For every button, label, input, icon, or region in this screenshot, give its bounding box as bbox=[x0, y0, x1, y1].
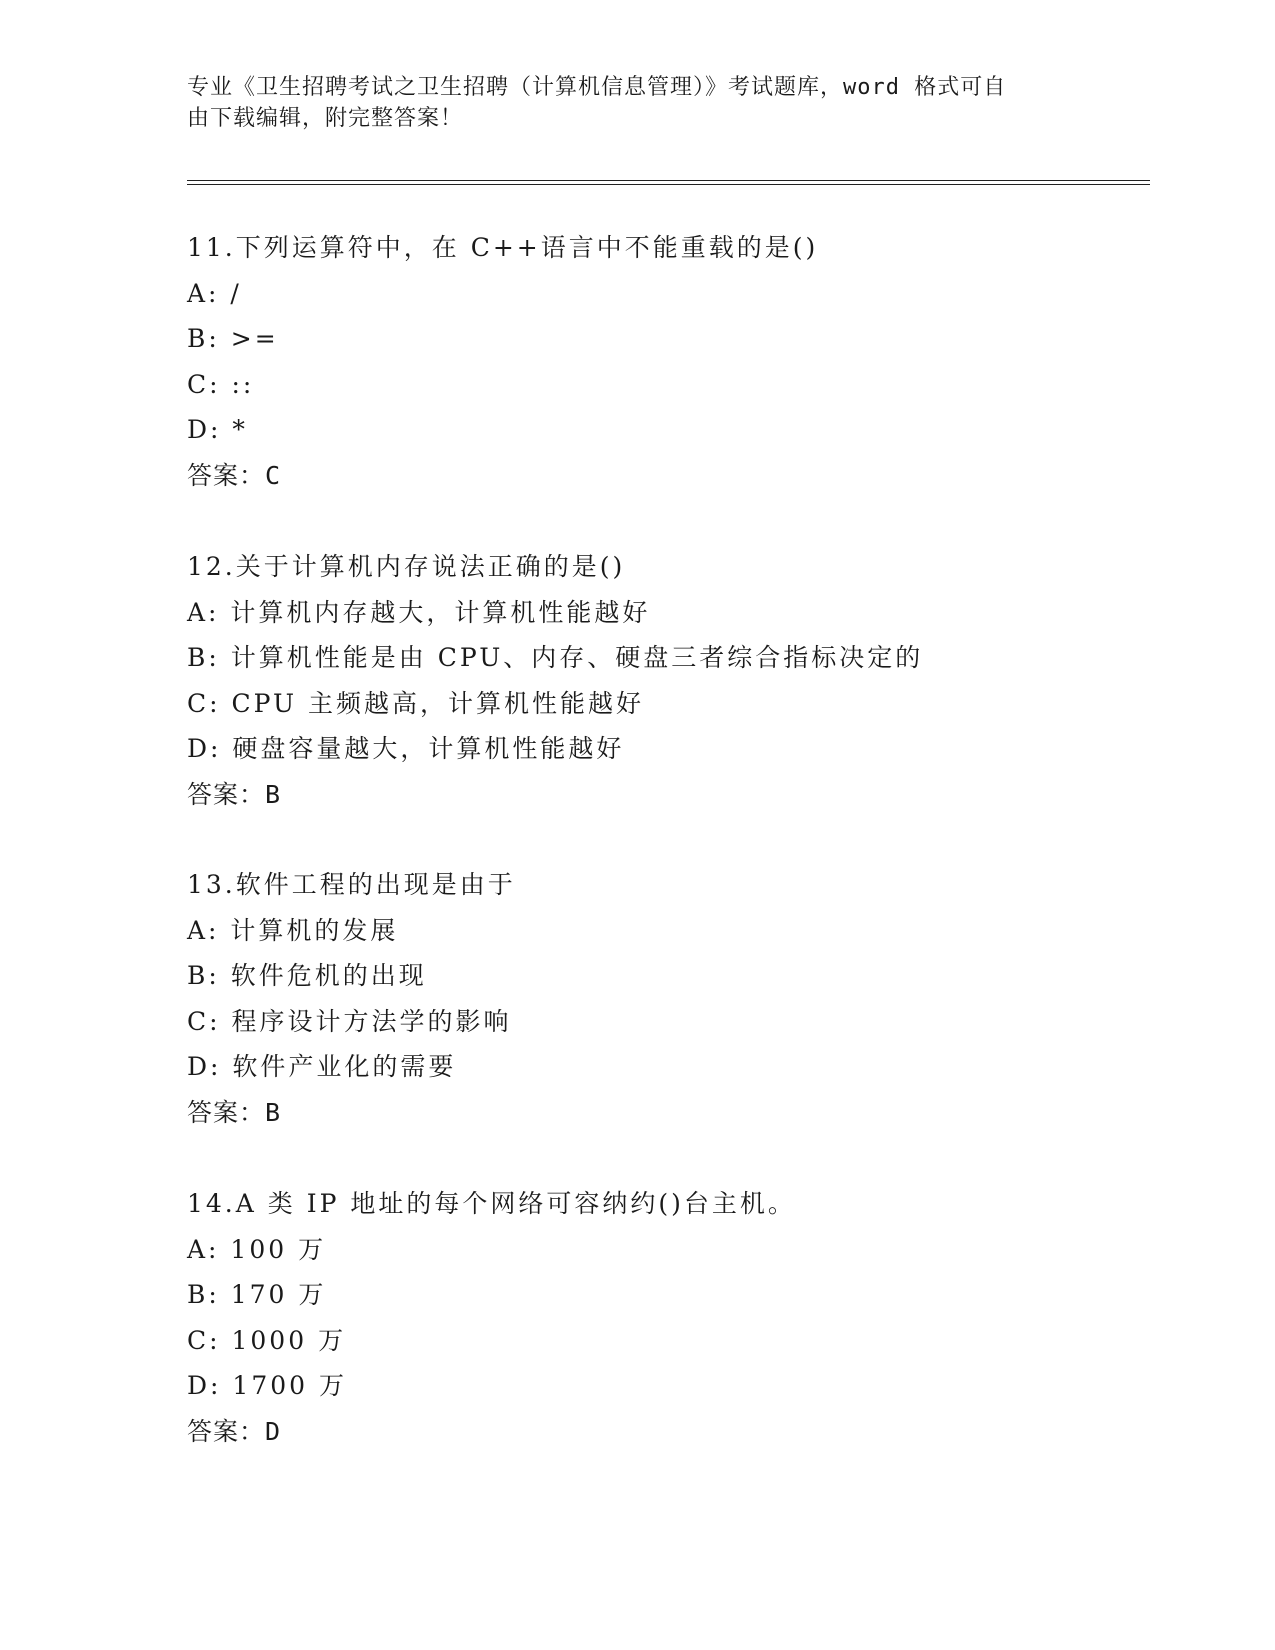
option-d: D: * bbox=[187, 415, 248, 444]
question-12 bbox=[187, 544, 1167, 817]
answer-text: 答案：C bbox=[187, 460, 282, 490]
option-a: A: / bbox=[187, 278, 242, 308]
option-c: C: 1000 万 bbox=[187, 1325, 347, 1355]
question-11 bbox=[187, 225, 1167, 498]
answer-text: 答案：D bbox=[187, 1416, 282, 1446]
option-d: D: 软件产业化的需要 bbox=[187, 1052, 457, 1081]
option-a: A: 计算机内存越大，计算机性能越好 bbox=[187, 597, 651, 627]
answer-text: 答案：B bbox=[187, 1097, 282, 1127]
option-b: B: >= bbox=[187, 324, 279, 353]
header-divider-bottom bbox=[187, 184, 1150, 185]
header-divider-top bbox=[187, 180, 1150, 181]
question-stem: 11.下列运算符中，在 C++语言中不能重载的是() bbox=[187, 233, 819, 262]
option-a: A: 计算机的发展 bbox=[187, 915, 399, 945]
option-c: C: :: bbox=[187, 369, 255, 399]
option-b: B: 170 万 bbox=[187, 1280, 327, 1309]
question-13 bbox=[187, 862, 1167, 1135]
answer-text: 答案：B bbox=[187, 779, 282, 809]
question-stem: 13.软件工程的出现是由于 bbox=[187, 870, 516, 899]
header-line-2: 由下载编辑，附完整答案！ bbox=[187, 106, 464, 131]
question-stem: 12.关于计算机内存说法正确的是() bbox=[187, 552, 626, 581]
option-c: C: 程序设计方法学的影响 bbox=[187, 1006, 512, 1036]
option-d: D: 1700 万 bbox=[187, 1371, 347, 1400]
header-line-1: 专业《卫生招聘考试之卫生招聘（计算机信息管理）》考试题库，word 格式可自 bbox=[187, 75, 1007, 100]
option-a: A: 100 万 bbox=[187, 1234, 327, 1264]
option-b: B: 软件危机的出现 bbox=[187, 961, 427, 990]
option-b: B: 计算机性能是由 CPU、内存、硬盘三者综合指标决定的 bbox=[187, 643, 924, 672]
question-stem: 14.A 类 IP 地址的每个网络可容纳约()台主机。 bbox=[187, 1189, 796, 1218]
question-14 bbox=[187, 1181, 1167, 1454]
document-header bbox=[187, 72, 1087, 134]
option-d: D: 硬盘容量越大，计算机性能越好 bbox=[187, 734, 625, 763]
option-c: C: CPU 主频越高，计算机性能越好 bbox=[187, 688, 645, 718]
